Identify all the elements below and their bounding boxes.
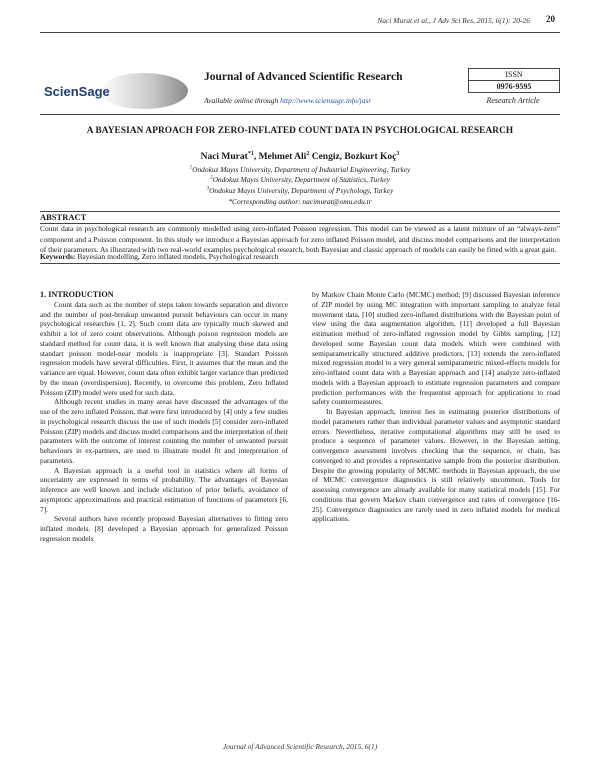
corresponding-author: *Corresponding author: nacimurat@omu.edu.tr — [228, 197, 372, 206]
affiliation-text: Ondokuz Mayıs University, Department of Psychology, Turkey — [209, 186, 394, 195]
affiliation — [40, 175, 560, 184]
issn-box — [468, 68, 560, 93]
masthead-rule — [40, 114, 560, 115]
affiliation-text: Ondokuz Mayıs University, Department of Statistics, Turkey — [212, 175, 390, 184]
running-head: Naci Murat et al., J Adv Sci Res, 2015, 6(1): 20-26 — [377, 16, 530, 25]
page-footer: Journal of Advanced Scientific Research, 2015, 6(1) — [222, 742, 378, 751]
author-name: Cengiz, Bozkurt Koç — [311, 152, 397, 163]
author-name: Naci Murat — [200, 152, 248, 163]
keywords-label: Keywords: — [40, 252, 76, 261]
body-paragraph: Several authors have recently proposed Bayesian alternatives to fitting zero inflated models. [8] developed a Bayesian approach for generalized Poisson regression models — [40, 514, 288, 543]
affiliation — [40, 165, 560, 174]
affiliation-sup: 1 — [189, 165, 193, 171]
body-paragraph: Although recent studies in many areas have discussed the advantages of the use of the zero inflated Poisson, that were first introduced by [4] only a few studies in psychological research discuss the use of such models [5] consider zero-inflated Poisson (ZIP) models and discuss model comparisons and the interpretation of their parameters with the outcome of interest counting the number of unwanted pursuit behaviours in ex-partners, are used to illustrate model fit and interpretation of parameters. — [40, 397, 288, 465]
affiliation-sup: 3 — [206, 186, 210, 192]
abstract-bottom-rule — [40, 263, 560, 264]
article-type: Research Article — [486, 96, 540, 105]
logo-wordmark: ScienSage — [44, 84, 110, 99]
keywords — [40, 252, 560, 261]
availability-prefix: Available online through — [204, 96, 279, 105]
section-heading-introduction: 1. INTRODUCTION — [40, 290, 114, 299]
body-paragraph: A Bayesian approach is a useful tool in statistics where all forms of uncertainty are expressed in terms of probability. The advantages of Bayesian inference are well known and include elicitation of prior beliefs, avoidance of asymptotic approximations and practical estimation of functions of parameters [6, 7]. — [40, 465, 288, 514]
issn-label: ISSN — [469, 69, 559, 81]
keywords-list: Bayesian modelling, Zero inflated models, Psychological research — [77, 252, 279, 261]
affiliation-sup: 2 — [210, 175, 213, 181]
abstract-text: Count data in psychological research are commonly modelled using zero-inflated Poisson regression. This model can be viewed as a latent mixture of an “always-zero” component and a Poisson component. In this study we introduce a Bayesian approach for zero inflated Poisson model, and discuss model comparisons and the interpretation of their parameters. As illustrated with two real-world examples psychological research, both Bayesian and classic approach of models can easily be fitted with a great gain. — [40, 224, 560, 254]
author-sup: 3 — [396, 151, 400, 157]
author-sup: *1 — [247, 151, 254, 157]
paper-title: A BAYESIAN APROACH FOR ZERO-INFLATED COUNT DATA IN PSYCHOLOGICAL RESEARCH — [86, 126, 514, 136]
author-sup: 2 — [306, 151, 310, 157]
abstract-heading: ABSTRACT — [40, 212, 87, 222]
affiliation — [40, 186, 560, 195]
journal-availability — [204, 96, 371, 105]
journal-title: Journal of Advanced Scientific Research — [204, 71, 403, 83]
journal-url-link[interactable]: http://www.sciensage.info/jasr — [280, 96, 372, 105]
affiliation-text: Ondokuz Mayıs University, Department of Industrial Engineering, Turkey — [192, 165, 411, 174]
sciensage-logo — [40, 66, 190, 116]
abstract-top-rule — [40, 211, 560, 212]
body-paragraph: In Bayesian approach, interest lies in estimating posterior distributions of model parameters rather than individual parameter values and asymptotic standard errors. Nevertheless, iterative computational algorithms may still be used to produce a sequence of parameter values. However, in the Bayesian setting, convergence assessment involves checking that the sequence, or chain, has converged to and provides a representative sample from the posterior distribution. Despite the growing popularity of MCMC methods in Bayesian approach, the use of MCMC convergence diagnostics is still relatively uncommon. Tools for assessing convergence are already available for many statistical models [15]. For conditions that govern Markov chain convergence and rates of convergence [16-25]. Convergence diagnostics are rarely used in zero inflated models for medical applications. — [312, 407, 560, 524]
page-number: 20 — [546, 14, 555, 24]
author-name: Mehmet Ali — [258, 152, 307, 163]
header-rule — [40, 32, 560, 33]
author-list: Naci Murat$^{*1}$, Mehmet Ali$^2$ Cengiz, Bozkurt Koç$^3$ — [200, 151, 400, 163]
body-paragraph: Count data such as the number of steps taken towards separation and divorce and the number of post-breakup unwanted pursuit behaviours can occur in many psychological researches [1, 2]. Such count data are typically much skewed and exhibit a lot of zero count observations. Although poison regression models are standard method for count data, it is well known that analysing these data using standart poisson model-near models is inappropriate [3]. Standart Poisson regression models have several difficulties. First, it assumes that the mean and the variance are equal. However, count data often exhibit larger variance than predicted by the mean (overdispersion). Recently, to overcome this problem, Zero Inflated Poisson (ZIP) model were used for such data. — [40, 299, 288, 397]
body-paragraph: by Markov Chain Monte Carlo (MCMC) method; [9] discussed Bayesian inference of ZIP model by using MC integration with important sampling to analyze fetal movement data, [10] studied zero-inflated distributions with the Bayesian point of view using the data augmentation algorithm, [11] developed a full Bayesian estimation method of zero-inflated regression model by Gibbs sampling, [12] developed some Bayesian count data models which were combined with semiparametrically structured additive predictors, [13] extends the zero-inflated mixed regression model to a very general semiparametric mixed-effects models for zero-inflated count data with a Bayesian approach and [14] analyze zero-inflated models with a Bayesian approach to estimate regression parameters and compare prediction performances with the frequentist approach for applications to road safety countermeasures. — [312, 290, 560, 407]
body-column-left — [40, 290, 288, 544]
body-column-right — [312, 290, 560, 524]
issn-value: 0976-9595 — [496, 82, 532, 91]
